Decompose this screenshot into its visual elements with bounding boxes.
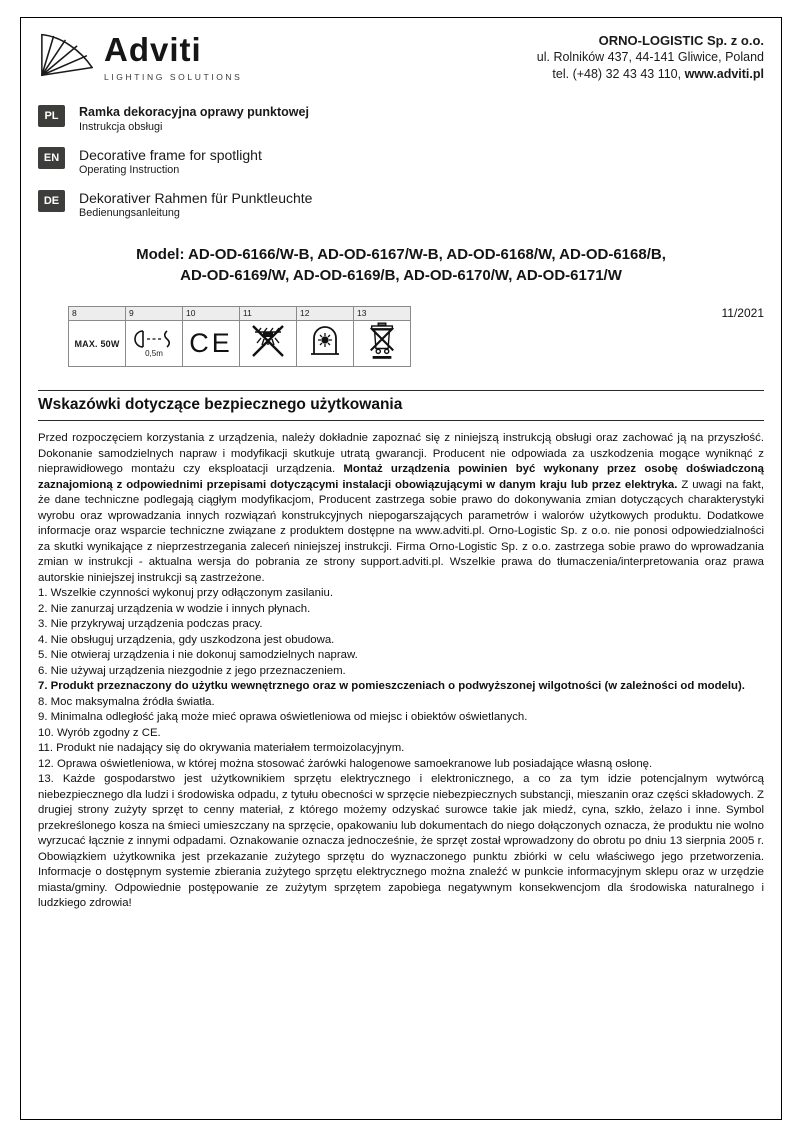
symbol-section: [38, 306, 764, 370]
safety-item-2: 2. Nie zanurzaj urządzenia w wodzie i innych płynach.: [38, 602, 311, 615]
lang-subtitle-de: Bedienungsanleitung: [79, 207, 180, 219]
model-list: [38, 244, 764, 286]
safety-heading: Wskazówki dotyczące bezpiecznego użytkowania: [38, 390, 764, 421]
safety-item-5: 5. Nie otwieraj urządzenia i nie dokonuj samodzielnych napraw.: [38, 649, 358, 661]
ce-mark-icon: CE: [189, 328, 233, 358]
symbol-cell-max-power: [69, 321, 126, 367]
symbol-table: [68, 306, 411, 367]
model-line-1: Model: AD-OD-6166/W-B, AD-OD-6167/W-B, AD-OD-6168/W, AD-OD-6168/B,: [136, 246, 666, 263]
page-frame: [20, 17, 782, 1120]
symbol-cell-no-cover: [240, 321, 297, 367]
symbol-number-8: 8: [69, 307, 126, 321]
logo-text: [104, 30, 242, 82]
phone-text: tel. (+48) 32 43 43 110,: [552, 67, 685, 81]
lang-row-pl: [38, 105, 764, 134]
distance-glyph-icon: [134, 330, 174, 348]
symbol-number-row: [69, 307, 411, 321]
company-phone: [537, 66, 764, 83]
lang-badge-en: EN: [38, 147, 65, 169]
header: [38, 30, 764, 83]
symbol-number-9: 9: [126, 307, 183, 321]
symbol-number-13: 13: [354, 307, 411, 321]
lang-text-de: [79, 190, 312, 220]
document-date: 11/2021: [721, 306, 764, 320]
min-distance-icon: [126, 330, 182, 358]
symbol-cell-self-shielded: [297, 321, 354, 367]
lang-subtitle-pl: Instrukcja obsługi: [79, 121, 163, 133]
safety-items: [38, 586, 764, 912]
safety-intro: [38, 431, 764, 586]
symbol-cell-ce: [183, 321, 240, 367]
lang-text-en: [79, 147, 262, 177]
safety-item-3: 3. Nie przykrywaj urządzenia podczas pracy.: [38, 618, 263, 630]
safety-item-4: 4. Nie obsługuj urządzenia, gdy uszkodzona jest obudowa.: [38, 633, 335, 646]
lang-badge-de: DE: [38, 190, 65, 212]
lang-row-en: [38, 147, 764, 177]
weee-crossed-bin-icon: [367, 321, 397, 361]
brand-tagline: LIGHTING SOLUTIONS: [104, 72, 243, 82]
intro-part-3: Z uwagi na fakt, że dane techniczne podlegają ciągłym modyfikacjom, Producent zastrzega sobie prawo do dokonywania zmian dotyczących charakterystyki wyrobu oraz wprowadzania innych rozwiązań konstrukcyjnych niepogarszających parametrów i walorów użytkowych produktu. Dodatkowe informacje oraz wsparcie techniczne związane z produktem dostępne na www.adviti.pl. Orno-Logistic Sp. z o.o. nie ponosi odpowiedzialności za skutki wynikające z nieprzestrzegania zaleceń niniejszej instrukcji. Firma Orno-Logistic Sp. z o.o. zastrzega sobie prawo do wprowadzania zmian w instrukcji - aktualna wersja do pobrania ze strony support.adviti.pl. Wszelkie prawa do tłumaczenia/interpretowania oraz prawa autorskie niniejszej instrukcji są zastrzeżone.: [38, 478, 764, 584]
website-text: www.adviti.pl: [684, 67, 764, 81]
no-insulation-cover-icon: [250, 324, 286, 358]
safety-item-13: 13. Każde gospodarstwo jest użytkownikiem sprzętu elektrycznego i elektronicznego, a co za tym idzie potencjalnym wytwórcą niebezpiecznego dla ludzi i środowiska odpadu, z tytułu obecności w sprzęcie niebezpiecznych substancji, mieszanin oraz części składowych. Z drugiej strony zużyty sprzęt to cenny materiał, z którego możemy odzyskać surowce takie jak miedź, cyna, szkło, żelazo i inne. Symbol przekreślonego kosza na śmieci umieszczany na sprzęcie, opakowaniu lub dokumentach do niego dołączonych oznacza, że produktu nie wolno wyrzucać łącznie z innymi odpadami. Oznakowanie oznacza jednocześnie, że sprzęt został wprowadzony do obrotu po dniu 13 sierpnia 2005 r. Obowiązkiem użytkownika jest przekazanie zużytego sprzętu do wyznaczonego punktu zbiórki w celu właściwego jego przetworzenia. Informacje o dostępnym systemie zbierania zużytego sprzętu elektrycznego można znaleźć w punkcie informacyjnym sklepu oraz w urzędzie miasta/gminy. Odpowiednie postępowanie ze zużytym sprzętem zapobiega negatywnym konsekwencjom dla środowiska naturalnego i ludzkiego zdrowia!: [38, 773, 764, 909]
adviti-logo: [38, 30, 242, 82]
intro-part-2-bold: Montaż urządzenia powinien być wykonany przez osobę doświadczoną zaznajomioną z odpowiednimi przepisami dotyczącymi instalacji obowiązującymi w danym kraju lub przez elektryka.: [38, 463, 765, 491]
lang-title-en: Decorative frame for spotlight: [79, 147, 262, 163]
safety-item-7: 7. Produkt przeznaczony do użytku wewnętrznego oraz w pomieszczeniach o podwyższonej wilgotności (w zależności od modelu).: [38, 680, 745, 692]
safety-item-9: 9. Minimalna odległość jaką może mieć oprawa oświetleniowa od miejsc i obiektów oświetlanych.: [38, 711, 528, 723]
symbol-cell-distance: [126, 321, 183, 367]
lang-title-pl: Ramka dekoracyjna oprawy punktowej: [79, 105, 309, 119]
symbol-icon-row: [69, 321, 411, 367]
symbol-number-12: 12: [297, 307, 354, 321]
lang-badge-pl: PL: [38, 105, 65, 127]
model-line-2: AD-OD-6169/W, AD-OD-6169/B, AD-OD-6170/W, AD-OD-6171/W: [180, 267, 622, 284]
lang-text-pl: [79, 105, 309, 134]
safety-item-1: 1. Wszelkie czynności wykonuj przy odłączonym zasilaniu.: [38, 587, 334, 599]
intro-part-1: Przed rozpoczęciem korzystania z urządzenia, należy dokładnie zapoznać się z niniejszą instrukcją obsługi oraz zachować ją na przyszłość. Dokonanie samodzielnych napraw i modyfikacji skutkuje utratą gwarancji. Producent nie odpowiada za uszkodzenia mogące wyniknąć z nieprawidłowego montażu czy eksploatacji urządzenia.: [38, 432, 764, 475]
safety-item-6: 6. Nie używaj urządzenia niezgodnie z jego przeznaczeniem.: [38, 664, 346, 677]
company-name: ORNO-LOGISTIC Sp. z o.o.: [598, 33, 764, 48]
lang-subtitle-en: Operating Instruction: [79, 164, 180, 176]
symbol-number-11: 11: [240, 307, 297, 321]
min-distance-value: 0,5m: [145, 348, 163, 358]
logo-fan-icon: [38, 30, 96, 78]
symbol-cell-weee: [354, 321, 411, 367]
safety-item-10: 10. Wyrób zgodny z CE.: [38, 726, 161, 739]
language-sections: [38, 105, 764, 220]
lang-title-de: Dekorativer Rahmen für Punktleuchte: [79, 190, 313, 206]
safety-item-12: 12. Oprawa oświetleniowa, w której można stosować żarówki halogenowe samoekranowe lub posiadające własną osłonę.: [38, 757, 653, 770]
company-info: [537, 30, 764, 83]
self-shielded-lamp-icon: [310, 325, 340, 357]
symbol-number-10: 10: [183, 307, 240, 321]
company-address: ul. Rolników 437, 44-141 Gliwice, Poland: [536, 50, 764, 64]
lang-row-de: [38, 190, 764, 220]
brand-name: Adviti: [104, 31, 202, 68]
safety-item-11: 11. Produkt nie nadający się do okrywania materiałem termoizolacyjnym.: [38, 742, 405, 754]
max-power-label: MAX. 50W: [74, 338, 120, 349]
safety-item-8: 8. Moc maksymalna źródła światła.: [38, 695, 215, 708]
